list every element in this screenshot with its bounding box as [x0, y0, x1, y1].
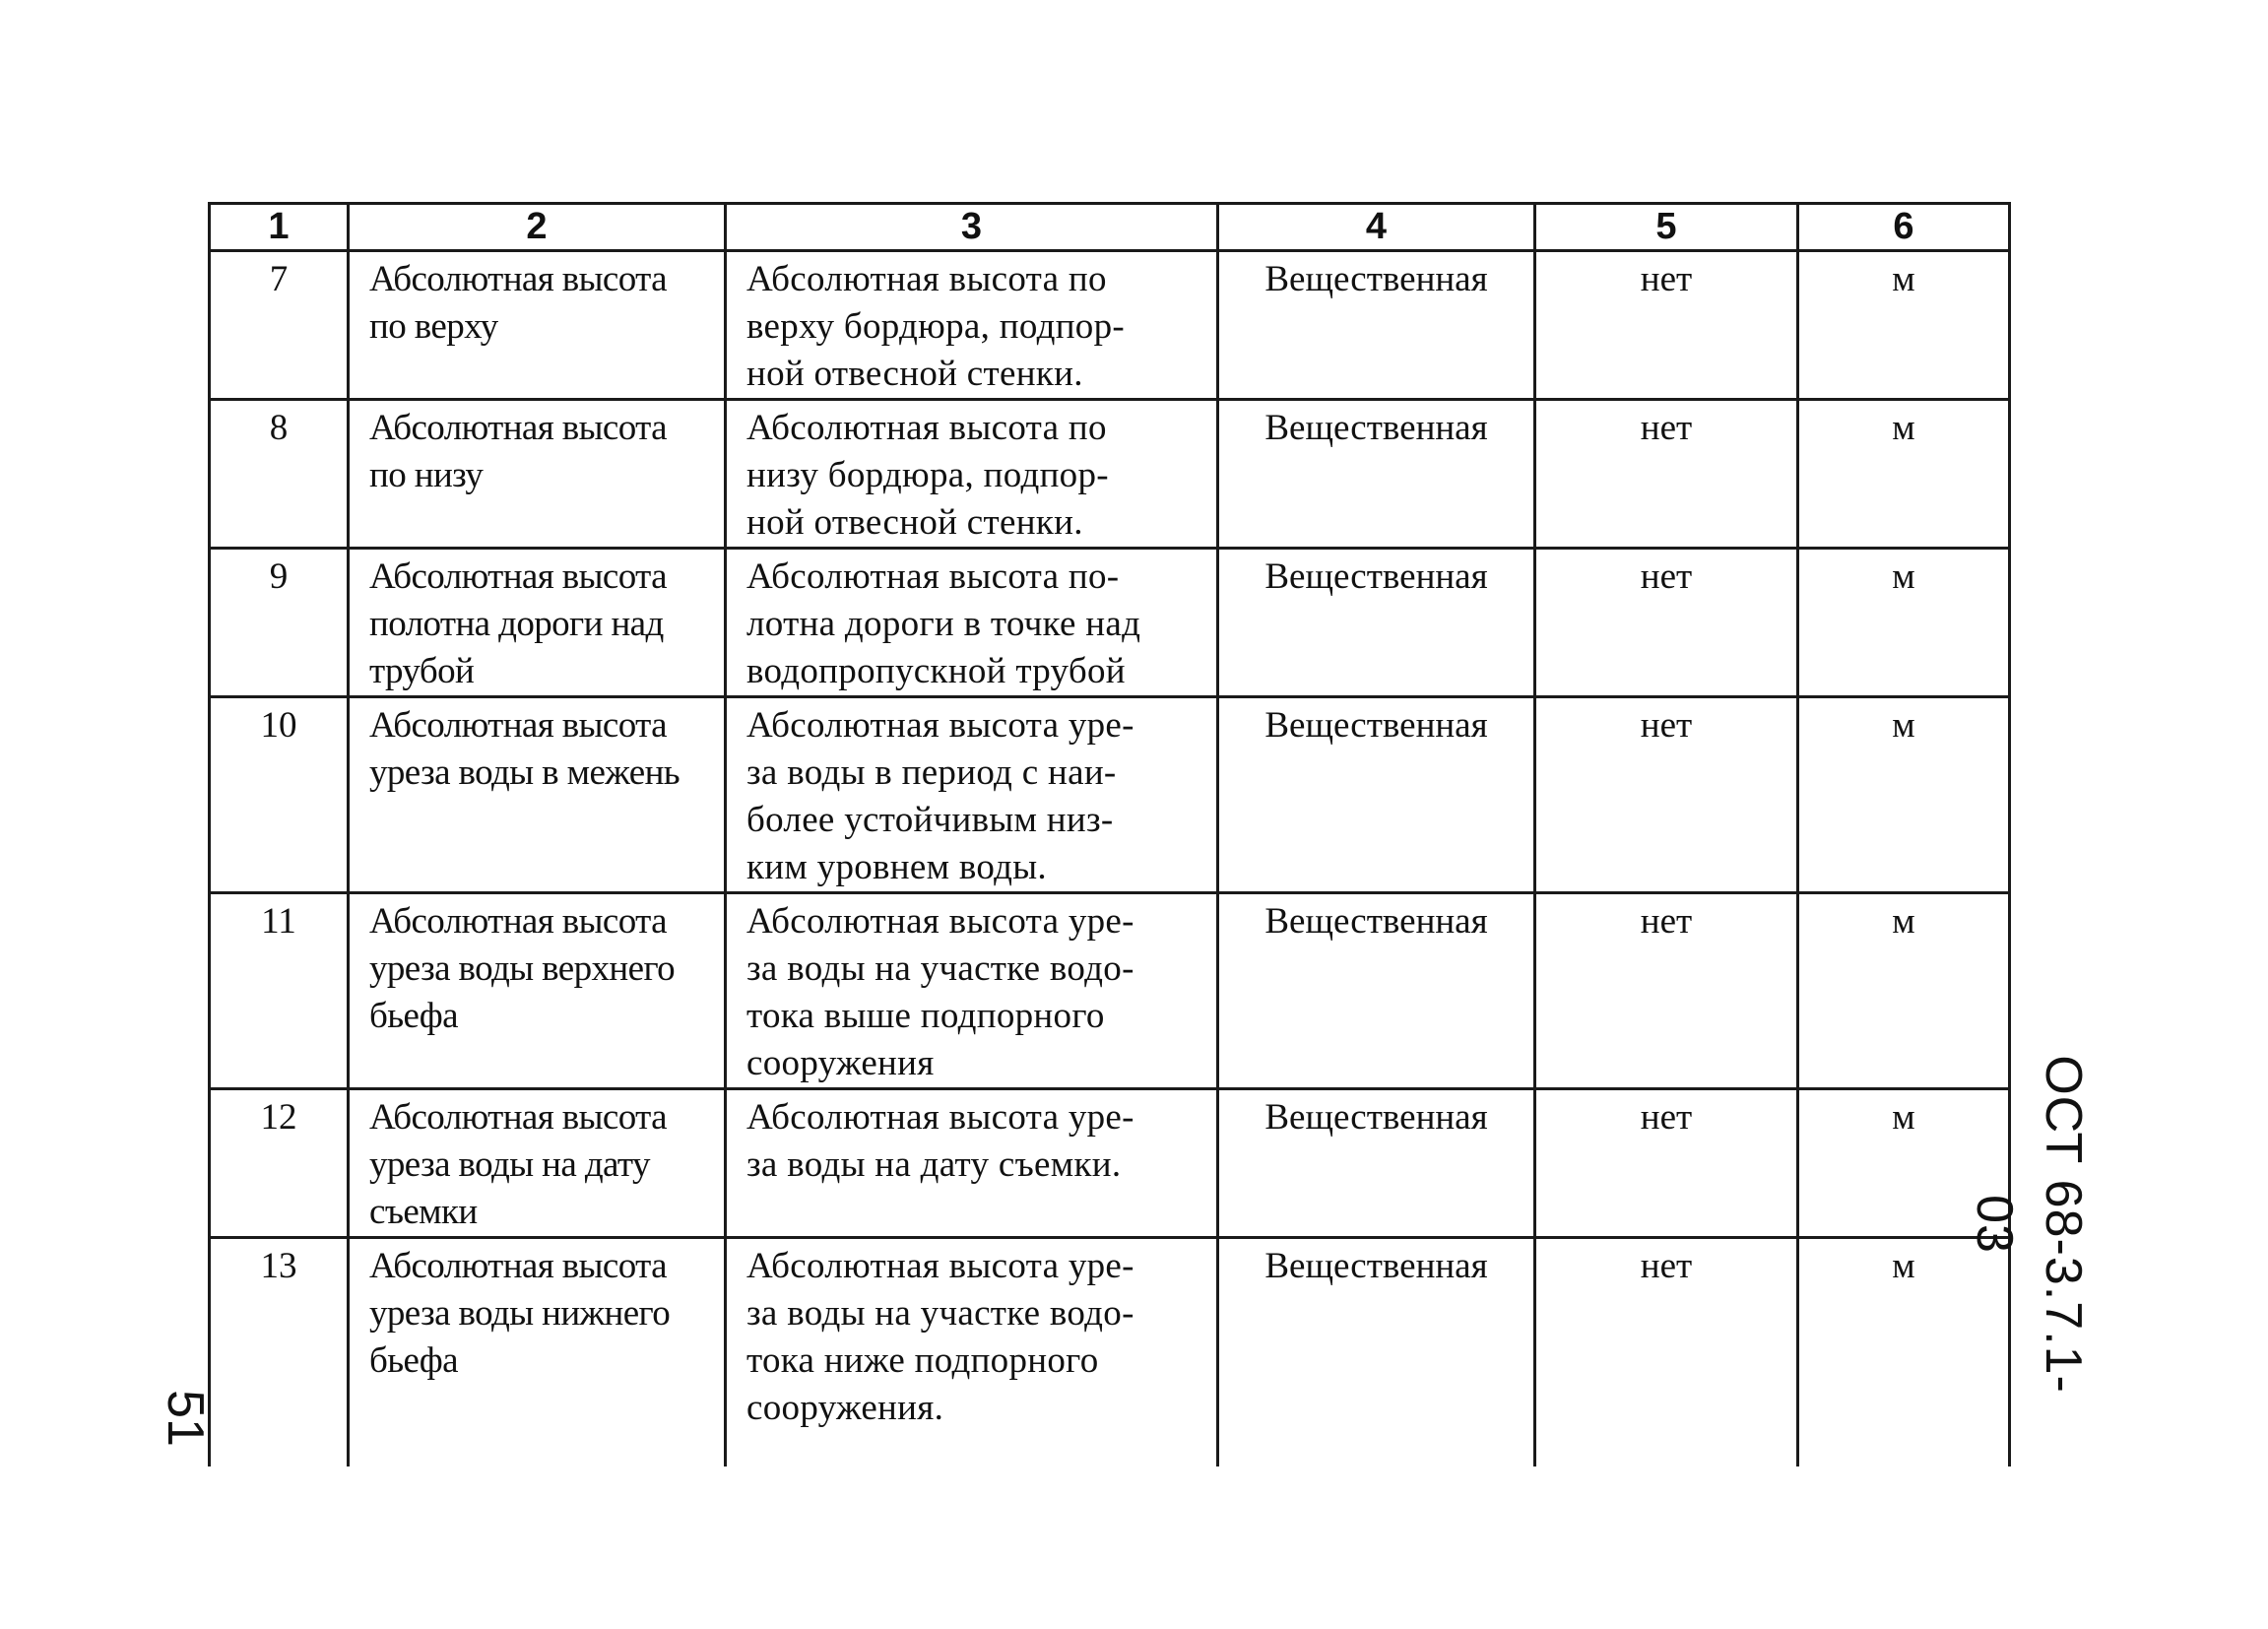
- attribute-name-cell: [349, 893, 726, 1089]
- column-5-cell: [1535, 400, 1798, 549]
- attribute-name-line: полотна дороги над: [369, 604, 664, 644]
- attribute-name-line: Абсолютная высота: [369, 556, 667, 597]
- attribute-name-cell: [349, 697, 726, 893]
- column-header-4: 4: [1218, 204, 1535, 251]
- row-number-cell: [210, 893, 349, 1089]
- description-cell: [726, 1089, 1218, 1238]
- column-header-5: 5: [1535, 204, 1798, 251]
- description-line: Абсолютная высота по-: [746, 556, 1120, 597]
- table-row: [210, 697, 2010, 893]
- row-number: 7: [269, 259, 289, 299]
- attribute-name-cell: [349, 251, 726, 400]
- description-line: тока выше подпорного: [746, 996, 1105, 1036]
- description-cell: [726, 400, 1218, 549]
- attribute-name-line: бьефа: [369, 996, 458, 1036]
- unit-cell: [1798, 251, 2010, 400]
- row-number: 13: [260, 1246, 297, 1286]
- row-number-cell: [210, 251, 349, 400]
- data-type-cell: [1218, 549, 1535, 697]
- description-cell: [726, 251, 1218, 400]
- column-header-6: 6: [1798, 204, 2010, 251]
- data-type-cell: [1218, 251, 1535, 400]
- description-cell: [726, 1238, 1218, 1466]
- column-5-value: нет: [1640, 705, 1693, 746]
- table-row: [210, 400, 2010, 549]
- column-5-cell: [1535, 549, 1798, 697]
- description-cell: [726, 697, 1218, 893]
- unit-cell: [1798, 400, 2010, 549]
- unit-value: м: [1892, 705, 1915, 746]
- column-header-3: 3: [726, 204, 1218, 251]
- unit-value: м: [1892, 1097, 1915, 1138]
- attribute-name-line: уреза воды верхнего: [369, 948, 676, 989]
- table-header-row: [210, 204, 2010, 251]
- unit-cell: [1798, 1238, 2010, 1466]
- data-type: Вещественная: [1264, 1246, 1488, 1286]
- column-5-cell: [1535, 1089, 1798, 1238]
- description-line: лотна дороги в точке над: [746, 604, 1141, 644]
- column-5-value: нет: [1640, 259, 1693, 299]
- unit-value: м: [1892, 408, 1915, 448]
- attribute-name-line: Абсолютная высота: [369, 901, 667, 942]
- description-cell: [726, 549, 1218, 697]
- unit-value: м: [1892, 901, 1915, 942]
- data-type-cell: [1218, 1089, 1535, 1238]
- description-line: Абсолютная высота уре-: [746, 705, 1134, 746]
- data-type: Вещественная: [1264, 1097, 1488, 1138]
- column-5-cell: [1535, 893, 1798, 1089]
- unit-value: м: [1892, 556, 1915, 597]
- row-number-cell: [210, 697, 349, 893]
- attribute-name-cell: [349, 1238, 726, 1466]
- page-number: 51: [157, 1390, 214, 1447]
- description-line: низу бордюра, подпор-: [746, 455, 1109, 495]
- description-line: верху бордюра, подпор-: [746, 306, 1126, 347]
- description-line: за воды на дату съемки.: [746, 1144, 1122, 1185]
- description-line: за воды в период с наи-: [746, 752, 1117, 793]
- description-line: водопропускной трубой: [746, 651, 1126, 691]
- description-line: сооружения: [746, 1043, 935, 1083]
- row-number: 11: [261, 901, 296, 942]
- unit-cell: [1798, 697, 2010, 893]
- column-5-value: нет: [1640, 556, 1693, 597]
- column-5-cell: [1535, 251, 1798, 400]
- table-row: [210, 1238, 2010, 1466]
- attribute-name-line: Абсолютная высота: [369, 1246, 667, 1286]
- description-line: Абсолютная высота уре-: [746, 1097, 1134, 1138]
- attribute-name-line: по низу: [369, 455, 484, 495]
- column-5-value: нет: [1640, 1246, 1693, 1286]
- attribute-name-cell: [349, 400, 726, 549]
- data-type-cell: [1218, 400, 1535, 549]
- data-type: Вещественная: [1264, 901, 1488, 942]
- data-type-cell: [1218, 893, 1535, 1089]
- unit-value: м: [1892, 259, 1915, 299]
- attribute-name-cell: [349, 549, 726, 697]
- attribute-name-cell: [349, 1089, 726, 1238]
- data-type: Вещественная: [1264, 259, 1488, 299]
- attribute-name-line: съемки: [369, 1192, 478, 1232]
- row-number-cell: [210, 1089, 349, 1238]
- attribute-name-line: уреза воды нижнего: [369, 1293, 671, 1334]
- unit-cell: [1798, 893, 2010, 1089]
- data-type-cell: [1218, 697, 1535, 893]
- description-line: за воды на участке водо-: [746, 948, 1134, 989]
- data-type: Вещественная: [1264, 408, 1488, 448]
- column-5-value: нет: [1640, 408, 1693, 448]
- description-line: Абсолютная высота по: [746, 259, 1107, 299]
- description-line: Абсолютная высота уре-: [746, 901, 1134, 942]
- unit-cell: [1798, 549, 2010, 697]
- row-number: 9: [269, 556, 289, 597]
- unit-value: м: [1892, 1246, 1915, 1286]
- description-line: за воды на участке водо-: [746, 1293, 1134, 1334]
- table-row: [210, 1089, 2010, 1238]
- data-type: Вещественная: [1264, 705, 1488, 746]
- row-number-cell: [210, 1238, 349, 1466]
- table-row: [210, 893, 2010, 1089]
- attribute-name-line: Абсолютная высота: [369, 408, 667, 448]
- data-type: Вещественная: [1264, 556, 1488, 597]
- description-line: тока ниже подпорного: [746, 1340, 1099, 1381]
- attribute-name-line: Абсолютная высота: [369, 1097, 667, 1138]
- description-cell: [726, 893, 1218, 1089]
- attributes-table: [208, 202, 2011, 1466]
- column-5-value: нет: [1640, 901, 1693, 942]
- description-line: сооружения.: [746, 1388, 944, 1428]
- row-number-cell: [210, 549, 349, 697]
- attribute-name-line: бьефа: [369, 1340, 458, 1381]
- data-type-cell: [1218, 1238, 1535, 1466]
- column-header-2: 2: [349, 204, 726, 251]
- attribute-name-line: Абсолютная высота: [369, 705, 667, 746]
- table-row: [210, 549, 2010, 697]
- column-header-1: 1: [210, 204, 349, 251]
- table-row: [210, 251, 2010, 400]
- description-line: ной отвесной стенки.: [746, 354, 1083, 394]
- attribute-name-line: уреза воды в межень: [369, 752, 680, 793]
- column-5-value: нет: [1640, 1097, 1693, 1138]
- column-5-cell: [1535, 697, 1798, 893]
- attribute-name-line: уреза воды на дату: [369, 1144, 650, 1185]
- description-line: ким уровнем воды.: [746, 847, 1047, 887]
- column-5-cell: [1535, 1238, 1798, 1466]
- attribute-name-line: по верху: [369, 306, 498, 347]
- row-number: 8: [269, 408, 289, 448]
- description-line: более устойчивым низ-: [746, 800, 1114, 840]
- row-number: 10: [260, 705, 297, 746]
- document-code: ОСТ 68-3.7.1-03: [1966, 1055, 2092, 1394]
- row-number: 12: [260, 1097, 297, 1138]
- attribute-name-line: трубой: [369, 651, 475, 691]
- description-line: Абсолютная высота по: [746, 408, 1107, 448]
- description-line: Абсолютная высота уре-: [746, 1246, 1134, 1286]
- row-number-cell: [210, 400, 349, 549]
- description-line: ной отвесной стенки.: [746, 502, 1083, 543]
- attribute-name-line: Абсолютная высота: [369, 259, 667, 299]
